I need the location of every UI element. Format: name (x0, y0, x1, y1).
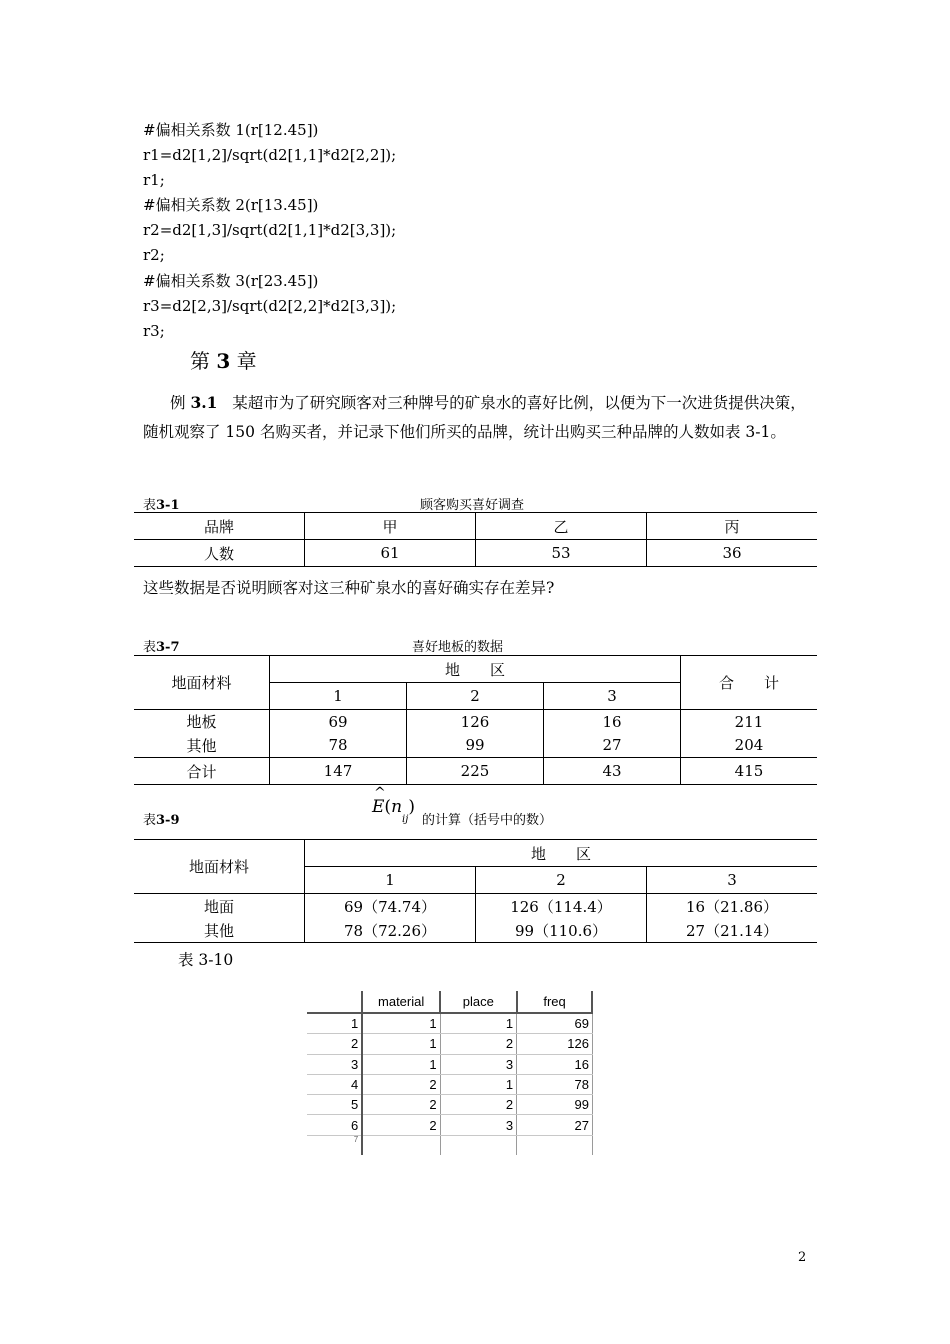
grid-row (307, 1074, 605, 1094)
table39-label-prefix: 表 (143, 813, 157, 828)
grid-row (307, 1013, 605, 1034)
table37-sum-name: 合计 (134, 758, 270, 785)
grid-corner (307, 991, 362, 1013)
hat-accent-icon: ^ (374, 785, 386, 801)
table31-cell: 61 (305, 540, 476, 567)
table31-title: 顾客购买喜好调查 (420, 498, 525, 513)
example-text: 某超市为了研究顾客对三种牌号的矿泉水的喜好比例，以便为下一次进货提供决策，随机观察了 150 名购买者，并记录下他们所买的品牌，统计出购买三种品牌的人数如表 3-1。 (143, 394, 806, 441)
page-number: 2 (798, 1250, 807, 1265)
data-grid (307, 991, 605, 1155)
grid-cell[interactable]: 2 (440, 1034, 517, 1054)
grid-cell[interactable]: 99 (517, 1095, 593, 1115)
table37-label (143, 636, 180, 655)
grid-cell[interactable]: 1 (362, 1034, 440, 1054)
table-3-7 (134, 655, 817, 785)
grid-cell[interactable] (440, 1135, 517, 1154)
grid-row (307, 1095, 605, 1115)
grid-cell[interactable] (362, 1135, 440, 1154)
table31-cell: 53 (476, 540, 647, 567)
grid-row-number[interactable]: 5 (307, 1095, 362, 1115)
grid-cell[interactable]: 16 (517, 1054, 593, 1074)
grid-cell[interactable]: 1 (362, 1013, 440, 1034)
table37-material-header: 地面材料 (134, 656, 270, 710)
question-text: 这些数据是否说明顾客对这三种矿泉水的喜好确实存在差异? (143, 579, 555, 597)
code-block (143, 118, 396, 344)
example-label-number: 3.1 (190, 393, 218, 412)
table39-cell: 99（110.6） (476, 919, 647, 943)
grid-row-partial (307, 1135, 605, 1154)
grid-cell[interactable]: 126 (517, 1034, 593, 1054)
grid-cell[interactable]: 69 (517, 1013, 593, 1034)
code-line: #偏相关系数 1(r[12.45]) (143, 121, 319, 139)
table39-region-col: 2 (476, 867, 647, 894)
code-line: #偏相关系数 3(r[23.45]) (143, 271, 319, 290)
chapter-suffix: 章 (236, 349, 257, 373)
table39-cell: 16（21.86） (685, 897, 779, 916)
grid-row (307, 1115, 605, 1135)
table39-title: 的计算（括号中的数） (422, 813, 553, 828)
table37-region-col: 2 (407, 683, 544, 710)
grid-cell[interactable]: 3 (440, 1115, 517, 1135)
table39-row-name: 其他 (134, 919, 305, 943)
grid-row-number[interactable]: 1 (307, 1013, 362, 1034)
table39-cell: 69（74.74） (305, 894, 476, 919)
grid-cell[interactable]: 2 (440, 1095, 517, 1115)
table37-region-header: 地 区 (270, 656, 681, 683)
table39-region-col: 3 (647, 867, 818, 894)
table37-cell: 78 (270, 734, 407, 758)
grid-cell[interactable]: 1 (440, 1013, 517, 1034)
table-3-9 (134, 839, 817, 943)
example-label-prefix: 例 (170, 394, 186, 412)
table37-cell: 16 (544, 710, 681, 734)
table37-cell: 99 (407, 734, 544, 758)
code-line: r2; (143, 246, 165, 265)
table31-label-number: 3-1 (156, 498, 180, 513)
table37-total-header: 合 计 (681, 656, 818, 710)
table37-row-name: 其他 (134, 734, 270, 758)
table37-row-name: 地板 (134, 710, 270, 734)
grid-row-number[interactable]: 4 (307, 1074, 362, 1094)
table37-region-col: 3 (544, 683, 681, 710)
table31-cell: 人数 (134, 540, 305, 567)
grid-cell[interactable]: 27 (517, 1115, 593, 1135)
table37-label-number: 3-7 (156, 640, 180, 655)
table39-region-header: 地 区 (305, 840, 818, 867)
table39-label (143, 809, 180, 828)
table31-cell: 品牌 (134, 513, 305, 540)
code-line: r3=d2[2,3]/sqrt(d2[2,2]*d2[3,3]); (143, 296, 397, 315)
table-3-1 (134, 512, 817, 567)
table37-sum-cell: 43 (544, 758, 681, 785)
grid-cell[interactable]: 2 (362, 1115, 440, 1135)
table39-cell: 78（72.26） (305, 919, 476, 943)
code-line: r2=d2[1,3]/sqrt(d2[1,1]*d2[3,3]); (143, 221, 397, 240)
table39-row-name: 地面 (134, 894, 305, 919)
code-line: #偏相关系数 2(r[13.45]) (143, 196, 319, 215)
grid-row-number[interactable]: 2 (307, 1034, 362, 1054)
table31-cell: 乙 (476, 513, 647, 540)
table39-cell: 126（114.4） (476, 894, 647, 919)
grid-header-freq[interactable]: freq (517, 991, 593, 1013)
grid-row-number[interactable]: 3 (307, 1054, 362, 1074)
table39-region-col: 1 (305, 867, 476, 894)
example-paragraph (143, 388, 811, 447)
grid-cell[interactable]: 78 (517, 1074, 593, 1094)
grid-cell[interactable]: 1 (362, 1054, 440, 1074)
grid-header-material[interactable]: material (362, 991, 440, 1013)
table37-sum-cell: 147 (270, 758, 407, 785)
grid-cell[interactable]: 3 (440, 1054, 517, 1074)
grid-cell[interactable]: 2 (362, 1095, 440, 1115)
table37-row-total: 204 (734, 736, 764, 755)
table37-cell: 69 (270, 710, 407, 734)
table31-cell: 甲 (305, 513, 476, 540)
table37-row-total: 211 (734, 712, 764, 731)
grid-row-number[interactable]: 7 (307, 1135, 362, 1154)
data-grid-table (307, 991, 605, 1155)
table37-label-prefix: 表 (143, 640, 157, 655)
grid-row (307, 1034, 605, 1054)
table31-cell: 36 (722, 544, 742, 562)
formula-e-hat: ^ E (372, 785, 386, 817)
table39-label-number: 3-9 (156, 813, 180, 828)
table39-formula: ^ $E(n_{ij})$ (372, 785, 415, 826)
code-line: r3; (143, 321, 165, 340)
table37-sum-cell: 225 (407, 758, 544, 785)
table37-sum-total: 415 (734, 762, 764, 780)
grid-cell[interactable] (517, 1135, 593, 1154)
table39-cell: 27（21.14） (685, 921, 779, 940)
code-line: r1; (143, 171, 165, 190)
table310-label: 表 3-10 (178, 951, 234, 969)
table37-region-col: 1 (270, 683, 407, 710)
grid-row (307, 1054, 605, 1074)
chapter-heading (190, 345, 257, 374)
table31-label-prefix: 表 (143, 498, 157, 513)
table37-cell: 27 (544, 734, 681, 758)
table37-cell: 126 (407, 710, 544, 734)
table39-material-header: 地面材料 (134, 840, 305, 894)
table31-cell: 丙 (724, 517, 740, 536)
chapter-prefix: 第 (190, 349, 210, 373)
grid-cell[interactable]: 1 (440, 1074, 517, 1094)
chapter-number: 3 (216, 349, 231, 373)
grid-edge (592, 991, 605, 1013)
table37-title: 喜好地板的数据 (412, 640, 504, 655)
code-line: r1=d2[1,2]/sqrt(d2[1,1]*d2[2,2]); (143, 146, 397, 165)
grid-header-place[interactable]: place (440, 991, 517, 1013)
grid-cell[interactable]: 2 (362, 1074, 440, 1094)
table31-label (143, 494, 180, 513)
grid-row-number[interactable]: 6 (307, 1115, 362, 1135)
